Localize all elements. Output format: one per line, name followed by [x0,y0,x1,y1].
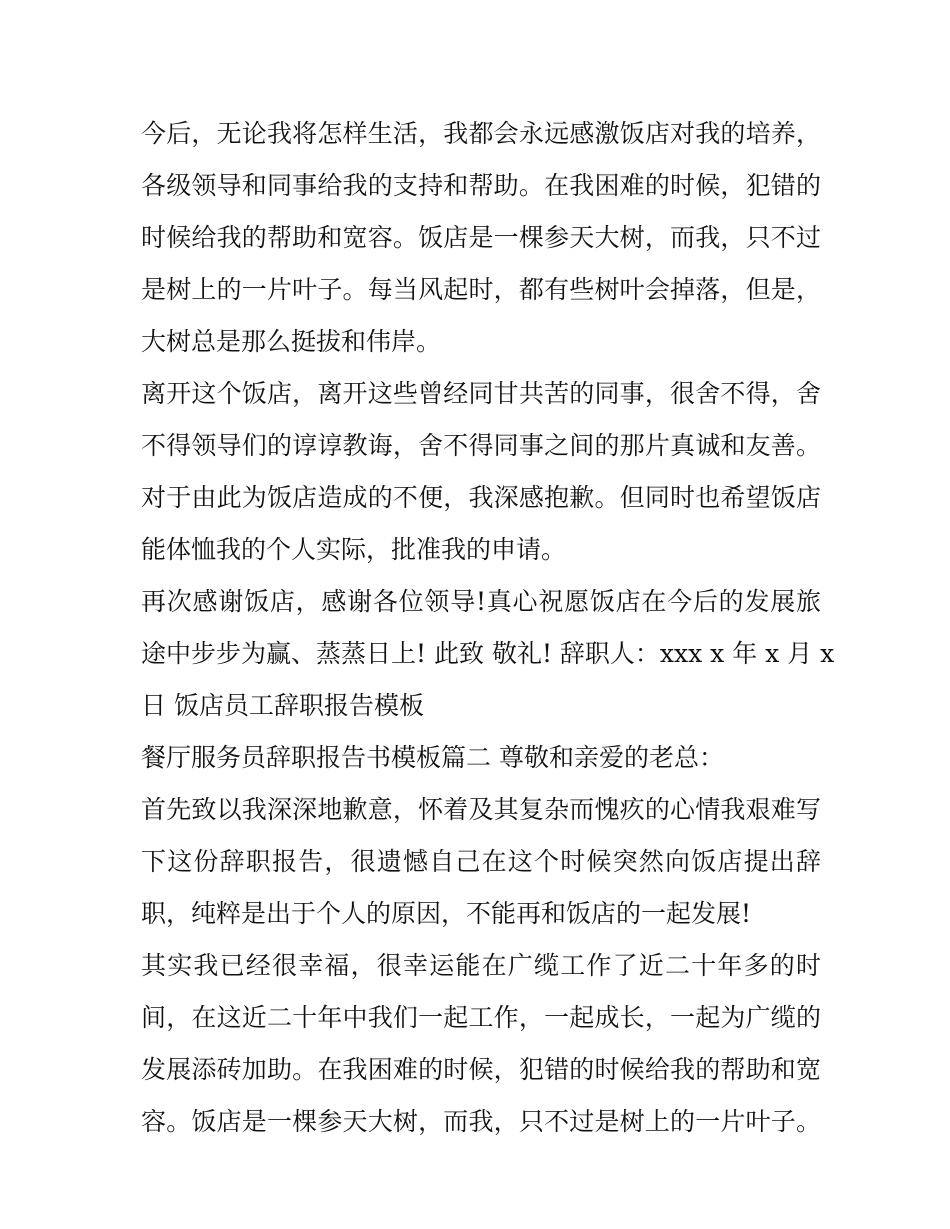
text-line: 对于由此为饭店造成的不便，我深感抱歉。但同时也希望饭店 [141,483,821,512]
text-line: 离开这个饭店，离开这些曾经同甘共苦的同事，很舍不得，舍 [141,379,821,408]
text-line: 首先致以我深深地歉意，怀着及其复杂而愧疚的心情我艰难写 [141,795,821,824]
text-line: 容。饭店是一棵参天大树，而我，只不过是树上的一片叶子。 [141,1107,821,1136]
text-line: 发展添砖加助。在我困难的时候，犯错的时候给我的帮助和宽 [141,1055,821,1084]
document-body [141,108,835,1148]
text-line: 能体恤我的个人实际，批准我的申请。 [141,535,567,564]
text-line: 间，在这近二十年中我们一起工作，一起成长，一起为广缆的 [141,1003,821,1032]
text-line: 途中步步为赢、蒸蒸日上! 此致 敬礼! 辞职人：xxx x 年 x 月 x [141,639,835,668]
text-line: 日 饭店员工辞职报告模板 [141,691,424,720]
text-line: 大树总是那么挺拔和伟岸。 [141,327,442,356]
text-line: 不得领导们的谆谆教诲，舍不得同事之间的那片真诚和友善。 [141,431,821,460]
text-line: 再次感谢饭店，感谢各位领导!真心祝愿饭店在今后的发展旅 [141,587,821,616]
text-line: 今后，无论我将怎样生活，我都会永远感激饭店对我的培养， [141,119,821,148]
text-line: 职，纯粹是出于个人的原因，不能再和饭店的一起发展! [141,899,752,928]
text-line: 下这份辞职报告，很遗憾自己在这个时候突然向饭店提出辞 [141,847,821,876]
text-line: 时候给我的帮助和宽容。饭店是一棵参天大树，而我，只不过 [141,223,821,252]
text-line: 餐厅服务员辞职报告书模板篇二 尊敬和亲爱的老总： [141,743,724,772]
text-line: 是树上的一片叶子。每当风起时，都有些树叶会掉落，但是， [141,275,821,304]
text-line: 其实我已经很幸福，很幸运能在广缆工作了近二十年多的时 [141,951,821,980]
text-line: 各级领导和同事给我的支持和帮助。在我困难的时候，犯错的 [141,171,821,200]
